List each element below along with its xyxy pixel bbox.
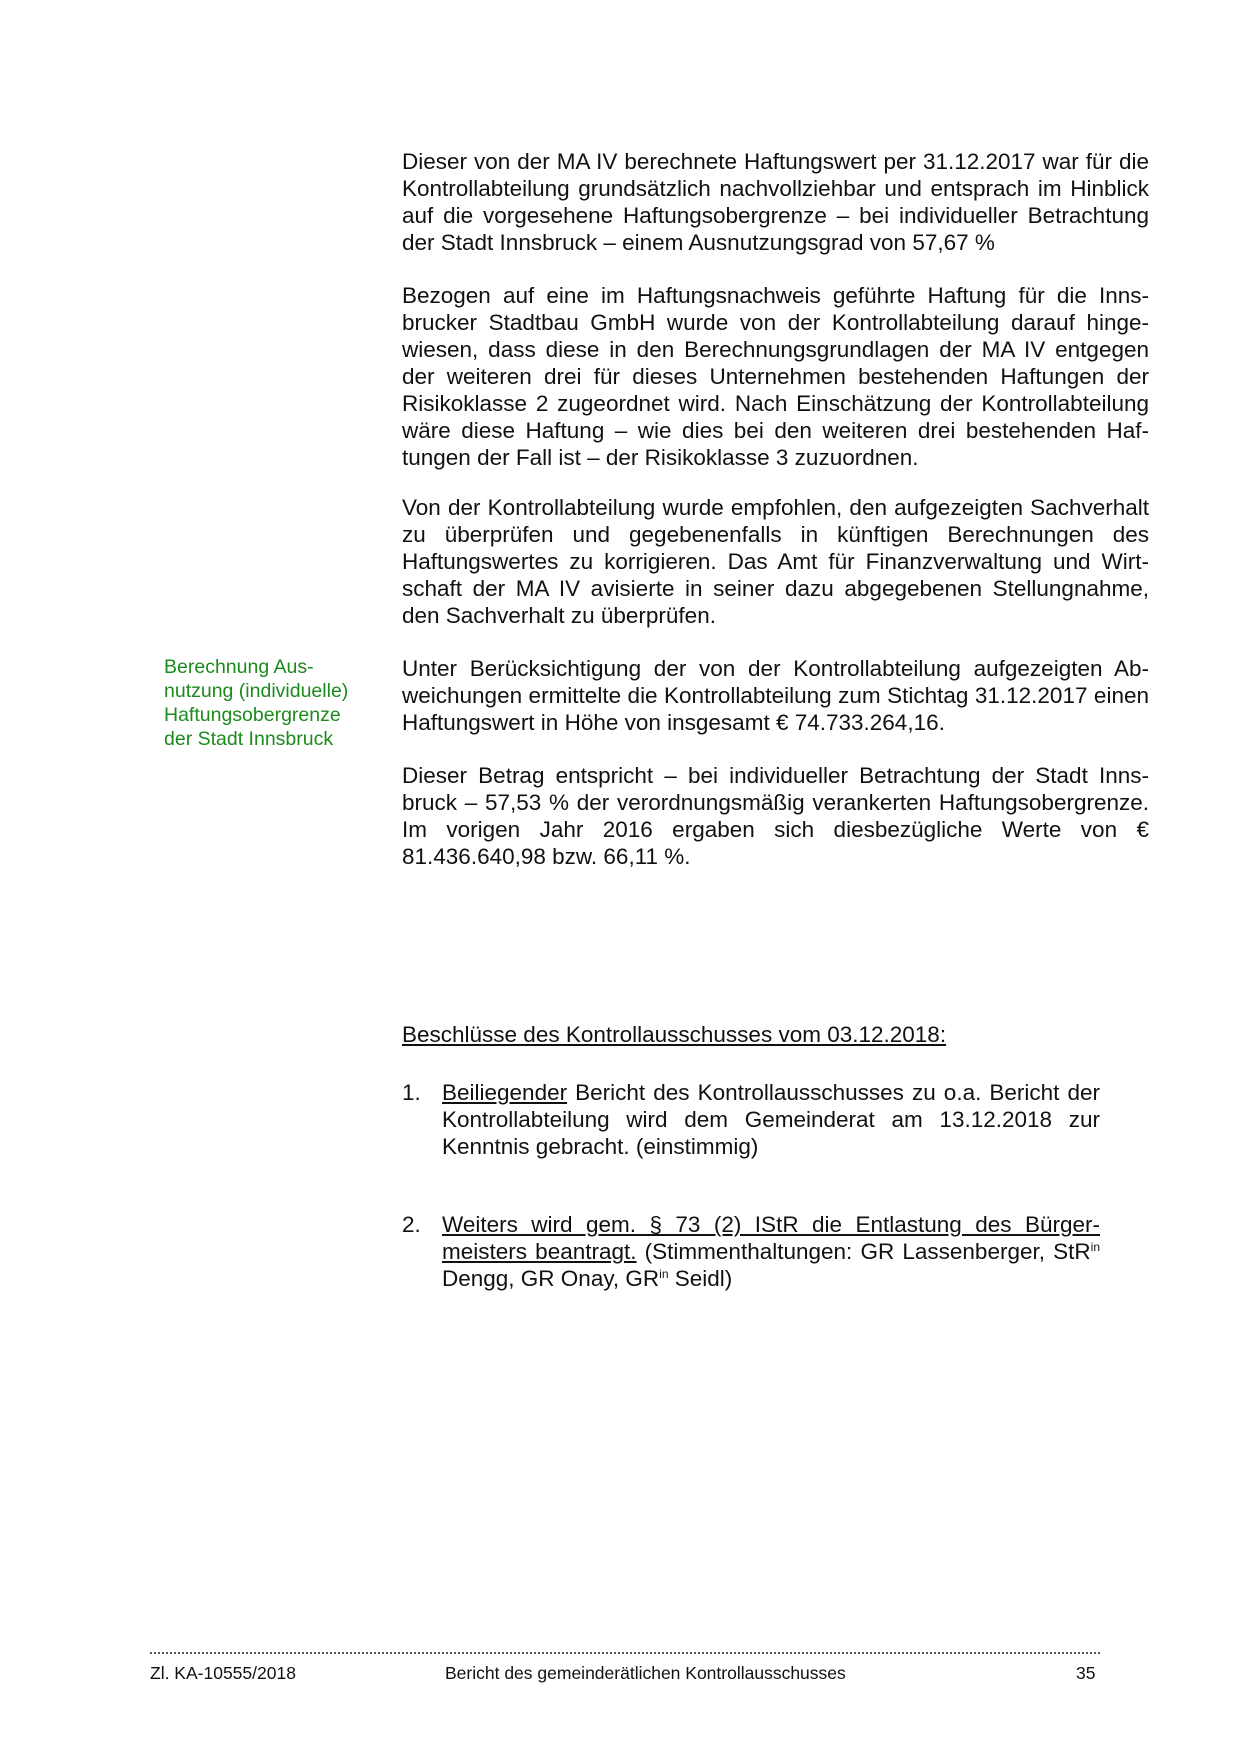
paragraph-text: Bezogen auf eine im Haftungsnachweis geführte Haftung für die Innsbrucker Stadtbau GmbH wurde von der Kontrollabteilung darauf hingewiesen, dass diese in den Berechnungsgrundlagen der MA IV entgegen der weiteren drei für dieses Unternehmen bestehenden Haftungen der Risikoklasse 2 zugeordnet wird. Nach Einschätzung der Kontrollabteilung wäre diese Haftung – wie dies bei den weiteren drei bestehenden Haftungen der Fall ist – der Risikoklasse 3 zuzuordnen.	[402, 283, 1149, 470]
paragraph-text: Unter Berücksichtigung der von der Kontrollabteilung aufgezeigten Abweichungen ermittelte die Kontrollabteilung zum Stichtag 31.12.2017 einen Haftungswert in Höhe von insgesamt € 74.733.264,16.	[402, 656, 1149, 735]
decisions-heading: Beschlüsse des Kontrollausschusses vom 03.12.2018:	[402, 1022, 947, 1047]
paragraph-haftungswert	[402, 148, 1149, 256]
paragraph-empfehlung	[402, 494, 1149, 629]
decision-item	[402, 1079, 1100, 1160]
footer-reference: Zl. KA-10555/2018	[150, 1663, 296, 1683]
paragraph-text: Von der Kontrollabteilung wurde empfohlen, den aufgezeigten Sachverhalt zu überprüfen und gegebenenfalls in künftigen Berechnungen des Haftungswertes zu korrigieren. Das Amt für Finanzverwaltung und Wirtschaft der MA IV avisierte in seiner dazu abgegebenen Stellungnahme, den Sachverhalt zu überprüfen.	[402, 495, 1149, 628]
paragraph-berechnung	[402, 655, 1149, 736]
decision-rest: Dengg, GR Onay, GR	[442, 1266, 660, 1291]
decision-number: 1.	[402, 1080, 421, 1105]
paragraph-stadtbau	[402, 282, 1149, 471]
margin-note	[164, 655, 374, 751]
page-number: 35	[1076, 1663, 1096, 1683]
superscript: in	[1090, 1240, 1100, 1254]
paragraph-betrag	[402, 762, 1149, 870]
margin-note-line: Berechnung Aus-	[164, 656, 314, 678]
decision-number: 2.	[402, 1212, 421, 1237]
superscript: in	[659, 1267, 669, 1281]
margin-note-line: Haftungsobergrenze	[164, 704, 341, 726]
decision-underlined: Weiters wird gem. § 73 (2) IStR die Entlastung des Bürgermeisters beantragt.	[442, 1212, 1100, 1264]
decision-rest: Bericht des Kontrollausschusses zu o.a. Bericht der Kontrollabteilung wird dem Gemeinderat am 13.12.2018 zur Kenntnis gebracht. (einstimmig)	[442, 1080, 1100, 1159]
decision-rest: (Stimmenthaltungen: GR Lassenberger, StR	[636, 1239, 1091, 1264]
decision-text	[442, 1079, 1100, 1160]
decision-rest: Seidl)	[668, 1266, 733, 1291]
margin-note-line: der Stadt Innsbruck	[164, 728, 334, 750]
paragraph-text: Dieser von der MA IV berechnete Haftungswert per 31.12.2017 war für die Kontrollabteilung grundsätzlich nachvollziehbar und entsprach im Hinblick auf die vorgesehene Haftungsobergrenze – bei individueller Betrachtung der Stadt Innsbruck – einem Ausnutzungsgrad von 57,67 %	[402, 149, 1149, 255]
decision-item	[402, 1211, 1100, 1292]
decision-underlined: Beiliegender	[442, 1080, 568, 1105]
decision-text	[442, 1211, 1100, 1292]
margin-note-line: nutzung (individuelle)	[164, 680, 349, 702]
footer-divider	[150, 1652, 1100, 1654]
footer-title: Bericht des gemeinderätlichen Kontrollausschusses	[445, 1663, 846, 1683]
paragraph-text: Dieser Betrag entspricht – bei individueller Betrachtung der Stadt Innsbruck – 57,53 % der verordnungsmäßig verankerten Haftungsobergrenze. Im vorigen Jahr 2016 ergaben sich diesbezügliche Werte von € 81.436.640,98 bzw. 66,11 %.	[402, 763, 1149, 869]
